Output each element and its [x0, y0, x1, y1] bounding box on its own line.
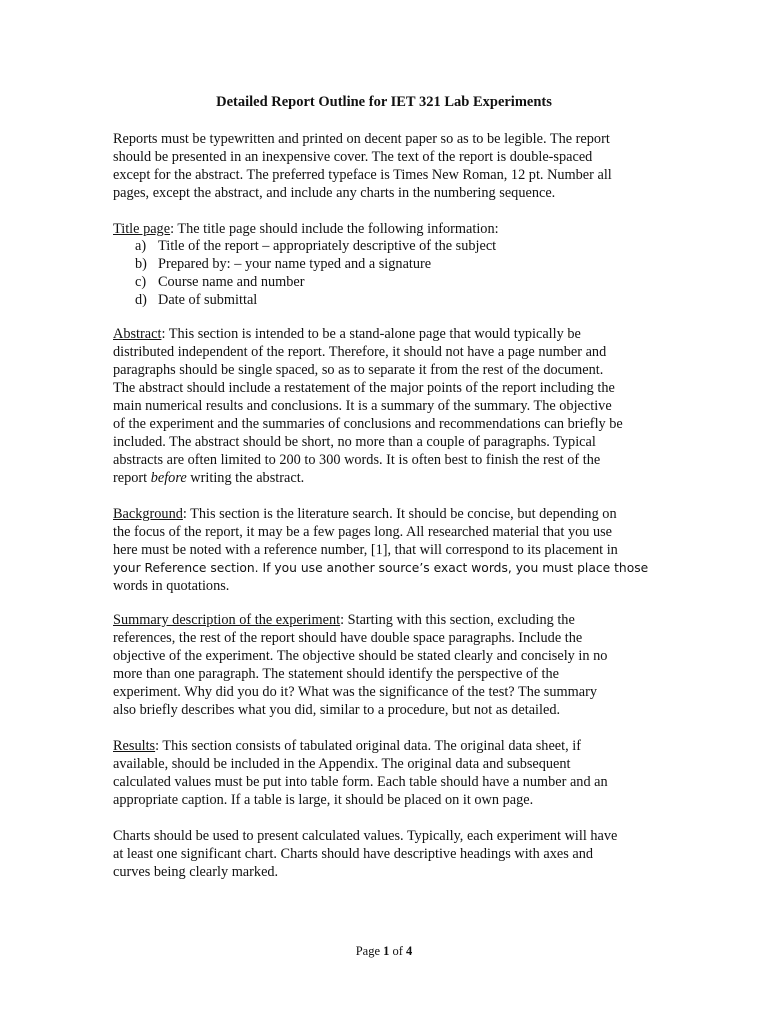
list-marker: c) — [135, 274, 147, 290]
document-title: Detailed Report Outline for IET 321 Lab Experiments — [216, 94, 552, 110]
summary-line: experiment. Why did you do it? What was the significance of the test? The summary — [113, 684, 597, 700]
summary-heading-line — [113, 611, 673, 629]
list-marker: b) — [135, 256, 147, 272]
background-line: words in quotations. — [113, 578, 230, 594]
results-line: appropriate caption. If a table is large, it should be placed on it own page. — [113, 792, 534, 808]
abstract-heading: Abstract — [113, 326, 162, 342]
footer-of-word: of — [389, 944, 407, 958]
abstract-line: paragraphs should be single spaced, so as to separate it from the rest of the document. — [113, 362, 604, 378]
abstract-line: included. The abstract should be short, no more than a couple of paragraphs. Typical — [113, 434, 596, 450]
list-text: Prepared by: – your name typed and a signature — [158, 256, 432, 272]
abstract-last-post: writing the abstract. — [186, 470, 305, 486]
charts-line: Charts should be used to present calculated values. Typically, each experiment will have — [113, 828, 618, 844]
abstract-line: main numerical results and conclusions. It is a summary of the summary. The objective — [113, 398, 612, 414]
abstract-first-text: : This section is intended to be a stand-alone page that would typically be — [161, 326, 581, 342]
background-heading-line — [113, 505, 673, 523]
list-marker: a) — [135, 238, 147, 254]
intro-line: should be presented in an inexpensive cover. The text of the report is double-spaced — [113, 149, 593, 165]
results-heading-line — [113, 737, 673, 755]
summary-line: more than one paragraph. The statement should identify the perspective of the — [113, 666, 559, 682]
background-line: the focus of the report, it may be a few pages long. All researched material that you use — [113, 524, 613, 540]
summary-heading: Summary description of the experiment — [113, 612, 341, 628]
abstract-line: of the experiment and the summaries of conclusions and recommendations can briefly be — [113, 416, 623, 432]
list-text: Course name and number — [158, 274, 305, 290]
summary-line: also briefly describes what you did, similar to a procedure, but not as detailed. — [113, 702, 561, 718]
summary-line: objective of the experiment. The objective should be stated clearly and concisely in no — [113, 648, 608, 664]
charts-line: curves being clearly marked. — [113, 864, 279, 880]
background-first-text: : This section is the literature search. It should be concise, but depending on — [182, 506, 617, 522]
list-text: Title of the report – appropriately descriptive of the subject — [158, 238, 497, 254]
results-line: available, should be included in the Appendix. The original data and subsequent — [113, 756, 571, 772]
background-line: your Reference section. If you use another source’s exact words, you must place those — [113, 561, 649, 575]
abstract-last-pre: report — [113, 470, 151, 486]
abstract-emphasis: before — [150, 470, 187, 486]
background-line: here must be noted with a reference number, [1], that will correspond to its placement in — [113, 542, 618, 558]
results-first-text: : This section consists of tabulated original data. The original data sheet, if — [155, 738, 582, 754]
page-footer — [0, 943, 768, 959]
footer-page-word: Page — [355, 944, 384, 958]
summary-line: references, the rest of the report should have double space paragraphs. Include the — [113, 630, 583, 646]
current-page-number: 1 — [383, 944, 390, 958]
intro-line: pages, except the abstract, and include any charts in the numbering sequence. — [113, 185, 556, 201]
title-page-heading: Title page — [113, 221, 171, 237]
background-heading: Background — [113, 506, 183, 522]
results-line: calculated values must be put into table form. Each table should have a number and an — [113, 774, 608, 790]
abstract-heading-line — [113, 325, 673, 343]
abstract-line: abstracts are often limited to 200 to 300 words. It is often best to finish the rest of the — [113, 452, 601, 468]
list-text: Date of submittal — [158, 292, 258, 308]
abstract-last-line — [113, 469, 673, 487]
intro-line: except for the abstract. The preferred typeface is Times New Roman, 12 pt. Number all — [113, 167, 612, 183]
abstract-line: distributed independent of the report. Therefore, it should not have a page number and — [113, 344, 607, 360]
title-page-heading-line — [113, 220, 673, 238]
intro-line: Reports must be typewritten and printed on decent paper so as to be legible. The report — [113, 131, 610, 147]
results-heading: Results — [113, 738, 156, 754]
charts-line: at least one significant chart. Charts should have descriptive headings with axes and — [113, 846, 593, 862]
list-marker: d) — [135, 292, 147, 308]
total-page-count: 4 — [406, 944, 413, 958]
summary-first-text: : Starting with this section, excluding the — [340, 612, 575, 628]
title-page-intro: : The title page should include the following information: — [170, 221, 499, 237]
abstract-line: The abstract should include a restatement of the major points of the report including the — [113, 380, 615, 396]
